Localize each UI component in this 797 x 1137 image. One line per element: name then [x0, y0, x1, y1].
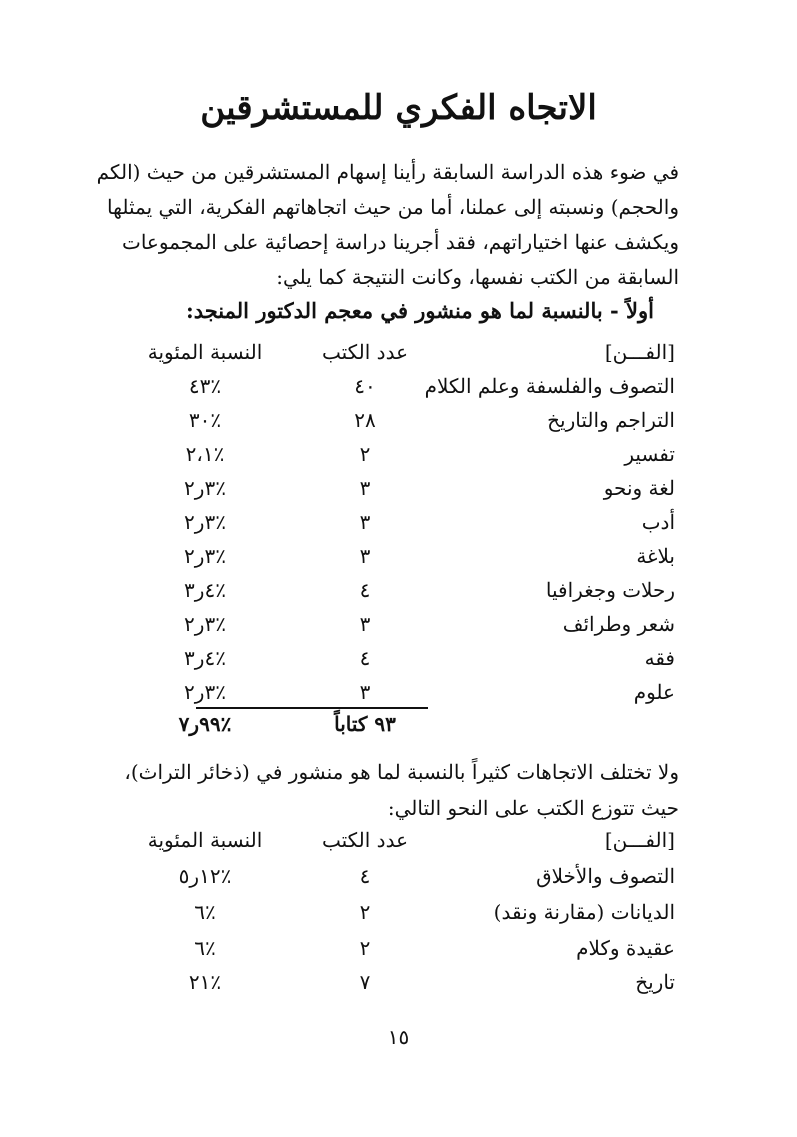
table1-row-percent: ٪٤ر٣	[184, 646, 226, 670]
table2-row-percent: ٪٦	[194, 900, 216, 924]
table1-row-count: ٤	[359, 578, 371, 602]
table2-row-percent: ٪٢١	[188, 970, 222, 994]
table1-row-percent: ٪٣ر٢	[184, 612, 226, 636]
second-paragraph	[99, 754, 679, 826]
table1-row-field: التراجم والتاريخ	[547, 408, 675, 432]
table1-row-field: بلاغة	[636, 544, 675, 568]
intro-line: السابقة من الكتب نفسها، وكانت النتيجة كما يلي:	[276, 265, 679, 289]
table1-row-percent: ٪٤٣	[188, 374, 222, 398]
table1-row-field: فقه	[644, 646, 675, 670]
table1-row-count: ٣	[359, 476, 371, 500]
table1-row-field: تفسير	[624, 442, 675, 466]
table2-row-count: ٤	[359, 864, 371, 888]
table1-row-count: ٤	[359, 646, 371, 670]
table2-header-count: عدد الكتب	[321, 828, 409, 852]
table1-row-field: شعر وطرائف	[562, 612, 675, 636]
table1-row-percent: ٪٣ر٢	[184, 544, 226, 568]
table1-row-count: ٤٠	[354, 374, 376, 398]
table2-row-field: التصوف والأخلاق	[536, 864, 675, 888]
page-number: ١٥	[387, 1025, 410, 1049]
table1-row-percent: ٪٣ر٢	[184, 510, 226, 534]
table2-row-count: ٧	[359, 970, 371, 994]
table2-row-percent: ٪١٢ر٥	[178, 864, 232, 888]
table1-header-percent: النسبة المئوية	[147, 340, 263, 364]
table1-row-field: أدب	[641, 510, 675, 534]
intro-paragraph	[96, 155, 679, 295]
intro-line: ويكشف عنها اختياراتهم، فقد أجرينا دراسة إحصائية على المجموعات	[121, 230, 679, 254]
table1-total-percent: ٪٩٩ر٧	[178, 712, 232, 736]
table2-row-count: ٢	[359, 900, 371, 924]
page-title: الاتجاه الفكري للمستشرقين	[200, 88, 597, 128]
section1-heading: أولاً - بالنسبة لما هو منشور في معجم الدكتور المنجد:	[185, 298, 654, 323]
intro-line: والحجم) ونسبته إلى عملنا، أما من حيث اتجاهاتهم الفكرية، التي يمثلها	[107, 195, 679, 219]
table1-row-field: لغة ونحو	[603, 476, 675, 500]
table2-row-field: الديانات (مقارنة ونقد)	[493, 900, 675, 924]
table1-row-count: ٢	[359, 442, 371, 466]
table1-row-count: ٢٨	[354, 408, 376, 432]
paragraph-line: ولا تختلف الاتجاهات كثيراً بالنسبة لما هو منشور في (ذخائر التراث)،	[124, 760, 679, 784]
table1-row-field: رحلات وجغرافيا	[545, 578, 675, 602]
table1-row-field: التصوف والفلسفة وعلم الكلام	[424, 374, 675, 398]
table1-row-percent: ٪٣ر٢	[184, 680, 226, 704]
table2-row-field: عقيدة وكلام	[576, 936, 675, 960]
table2-header-percent: النسبة المئوية	[147, 828, 263, 852]
table1-row-count: ٣	[359, 510, 371, 534]
paragraph-line: حيث تتوزع الكتب على النحو التالي:	[387, 796, 679, 820]
table2-row-percent: ٪٦	[194, 936, 216, 960]
table1-header-field: [الفـــن]	[604, 340, 675, 364]
table1-row-field: علوم	[633, 680, 675, 704]
table1-row-percent: ٪٤ر٣	[184, 578, 226, 602]
table2-row-count: ٢	[359, 936, 371, 960]
table2-header-field: [الفـــن]	[604, 828, 675, 852]
table1-row-count: ٣	[359, 680, 371, 704]
table1-total-count: ٩٣ كتاباً	[334, 712, 396, 736]
table1-row-percent: ٪٣٠	[188, 408, 222, 432]
table1-header-count: عدد الكتب	[321, 340, 409, 364]
table2-row-field: تاريخ	[635, 970, 675, 994]
intro-line: في ضوء هذه الدراسة السابقة رأينا إسهام المستشرقين من حيث (الكم	[96, 160, 679, 184]
total-divider	[196, 707, 428, 709]
table1-row-count: ٣	[359, 544, 371, 568]
table1-row-percent: ٪٢،١	[185, 442, 225, 466]
table1-row-percent: ٪٣ر٢	[184, 476, 226, 500]
table1-row-count: ٣	[359, 612, 371, 636]
